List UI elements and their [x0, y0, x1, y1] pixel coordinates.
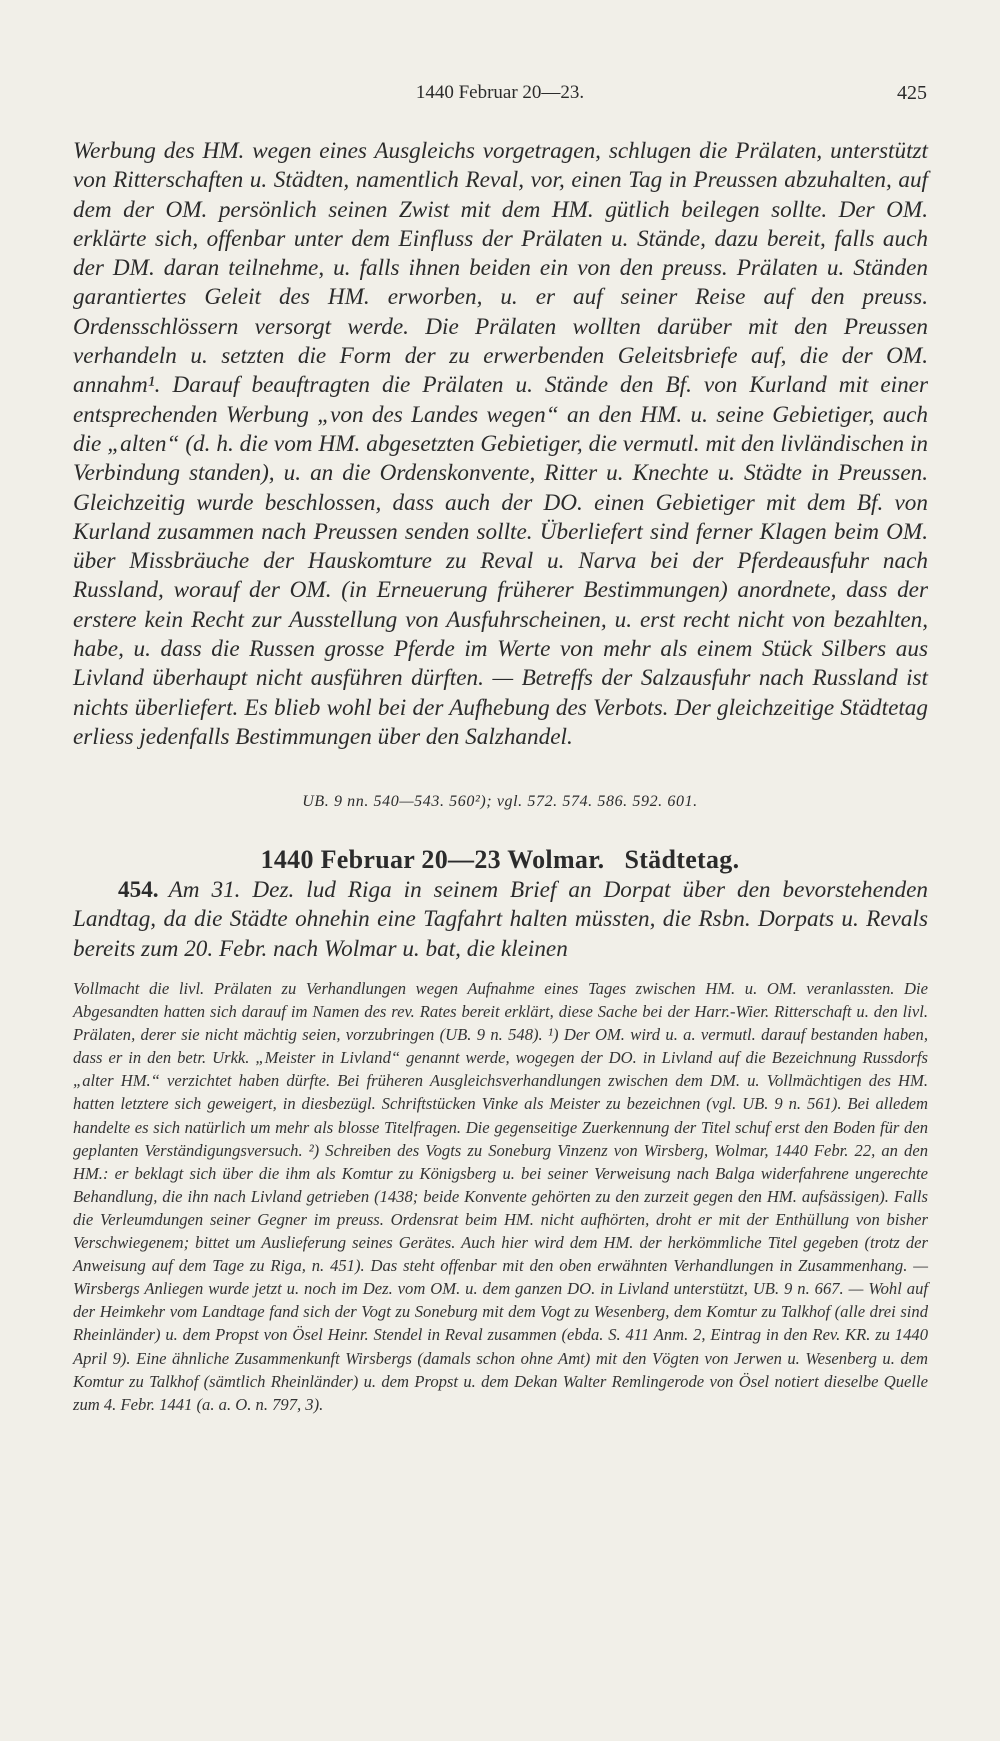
- page-number: 425: [897, 82, 927, 104]
- body-paragraph: Werbung des HM. wegen eines Ausgleichs vorgetragen, schlugen die Prälaten, unterstützt von Ritterschaften u. Städten, namentlich Reval, vor, einen Tag in Preussen abzuhalten, auf dem der OM. persönlich seinen Zwist mit dem HM. gütlich beilegen sollte. Der OM. erklärte sich, offenbar unter dem Einfluss der Prälaten u. Stände, dazu bereit, falls auch der DM. daran teilnehme, u. falls ihnen beiden ein von den preuss. Prälaten u. Ständen garantiertes Geleit des HM. erworben, u. er auf seiner Reise auf den preuss. Ordensschlössern versorgt werde. Die Prälaten wollten darüber mit den Preussen verhandeln u. setzten die Form der zu erwerbenden Geleitsbriefe auf, die der OM. annahm¹. Darauf beauftragten die Prälaten u. Stände den Bf. von Kurland mit einer entsprechenden Werbung „von des Landes wegen“ an den HM. u. seine Gebietiger, auch die „alten“ (d. h. die vom HM. abgesetzten Gebietiger, die vermutl. mit den livländischen in Verbindung standen), u. an die Ordenskonvente, Ritter u. Knechte u. Städte in Preussen. Gleichzeitig wurde beschlossen, dass auch der DO. einen Gebietiger mit dem Bf. von Kurland zusammen nach Preussen senden sollte. Überliefert sind ferner Klagen beim OM. über Missbräuche der Hauskomture zu Reval u. Narva bei der Pferdeausfuhr nach Russland, worauf der OM. (in Erneuerung früherer Bestimmungen) anordnete, dass der erstere kein Recht zur Ausstellung von Ausfuhrscheinen, u. erst recht nicht von bezahlten, habe, u. dass die Russen grosse Pferde im Werte von mehr als einem Stück Silbers aus Livland überhaupt nicht ausführen dürften. — Betreffs der Salzausfuhr nach Russland ist nichts überliefert. Es blieb wohl bei der Aufhebung des Verbots. Der gleichzeitige Städtetag erliess jedenfalls Bestimmungen über den Salzhandel.: [73, 138, 928, 750]
- entry-text: Am 31. Dez. lud Riga in seinem Brief an Dorpat über den bevorstehenden Landtag, da die Städte ohnehin eine Tagfahrt halten müssten, die Rsbn. Dorpats u. Revals bereits zum 20. Febr. nach Wolmar u. bat, die kleinen: [73, 877, 928, 962]
- footnotes: [73, 977, 928, 1416]
- source-reference: UB. 9 nn. 540—543. 560²); vgl. 572. 574. 586. 592. 601.: [302, 793, 698, 810]
- running-head-title: 1440 Februar 20—23.: [415, 82, 585, 103]
- section-heading: [0, 845, 1000, 875]
- entry-454: [73, 876, 928, 964]
- footnotes-text: Vollmacht die livl. Prälaten zu Verhandlungen wegen Aufnahme eines Tages zwischen HM. u. OM. veranlassten. Die Abgesandten hatten sich darauf im Namen des rev. Rates bereit erklärt, diese Sache bei der Harr.-Wier. Ritterschaft u. den livl. Prälaten, derer sie nicht mächtig seien, vorzubringen (UB. 9 n. 548). ¹) Der OM. wird u. a. vermutl. darauf bestanden haben, dass er in den betr. Urkk. „Meister in Livland“ genannt werde, wogegen der DO. in Livland auf die Bezeichnung Russdorfs „alter HM.“ verzichtet haben dürfte. Bei früheren Ausgleichsverhandlungen zwischen dem DM. u. Vollmächtigen des HM. hatten letztere sich geweigert, in diesbezügl. Schriftstücken Vinke als Meister zu bezeichnen (vgl. UB. 9 n. 561). Bei alledem handelte es sich natürlich um mehr als blosse Titelfragen. Die gegenseitige Zuerkennung der Titel schuf erst den Boden für den geplanten Verständigungsversuch. ²) Schreiben des Vogts zu Soneburg Vinzenz von Wirsberg, Wolmar, 1440 Febr. 22, an den HM.: er beklagt sich über die ihm als Komtur zu Königsberg u. bei seiner Verweisung nach Balga widerfahrene ungerechte Behandlung, die ihn nach Livland getrieben (1438; beide Konvente gehörten zu den zurzeit gegen den HM. aufsässigen). Falls die Verleumdungen seiner Gegner im preuss. Ordensrat beim HM. nicht aufhörten, droht er mit der Enthüllung von bisher Verschwiegenem; bittet um Auslieferung seines Gerätes. Auch hier wird dem HM. der herkömmliche Titel gegeben (trotz der Anweisung auf dem Tage zu Riga, n. 451). Das steht offenbar mit den oben erwähnten Verhandlungen in Zusammenhang. — Wirsbergs Anliegen wurde jetzt u. noch im Dez. vom OM. u. dem ganzen DO. in Livland unterstützt, UB. 9 n. 667. — Wohl auf der Heimkehr vom Landtage fand sich der Vogt zu Soneburg mit dem Vogt zu Wesenberg, dem Komtur zu Talkhof (alle drei sind Rheinländer) u. dem Propst von Ösel Heinr. Stendel in Reval zusammen (ebda. S. 411 Anm. 2, Eintrag in den Rev. KR. zu 1440 April 9). Eine ähnliche Zusammenkunft Wirsbergs (damals schon ohne Amt) mit den Vögten von Jerwen u. Wesenberg u. dem Komtur zu Talkhof (sämtlich Rheinländer) u. dem Propst u. dem Dekan Walter Remlingerode von Ösel notiert dieselbe Quelle zum 4. Febr. 1441 (a. a. O. n. 797, 3).: [73, 979, 928, 1414]
- body-text: [73, 137, 928, 752]
- section-heading-date-place: 1440 Februar 20—23 Wolmar.: [260, 845, 605, 874]
- running-head: [0, 82, 1000, 110]
- section-heading-type: Städtetag.: [624, 845, 740, 874]
- entry-number: 454.: [118, 877, 159, 903]
